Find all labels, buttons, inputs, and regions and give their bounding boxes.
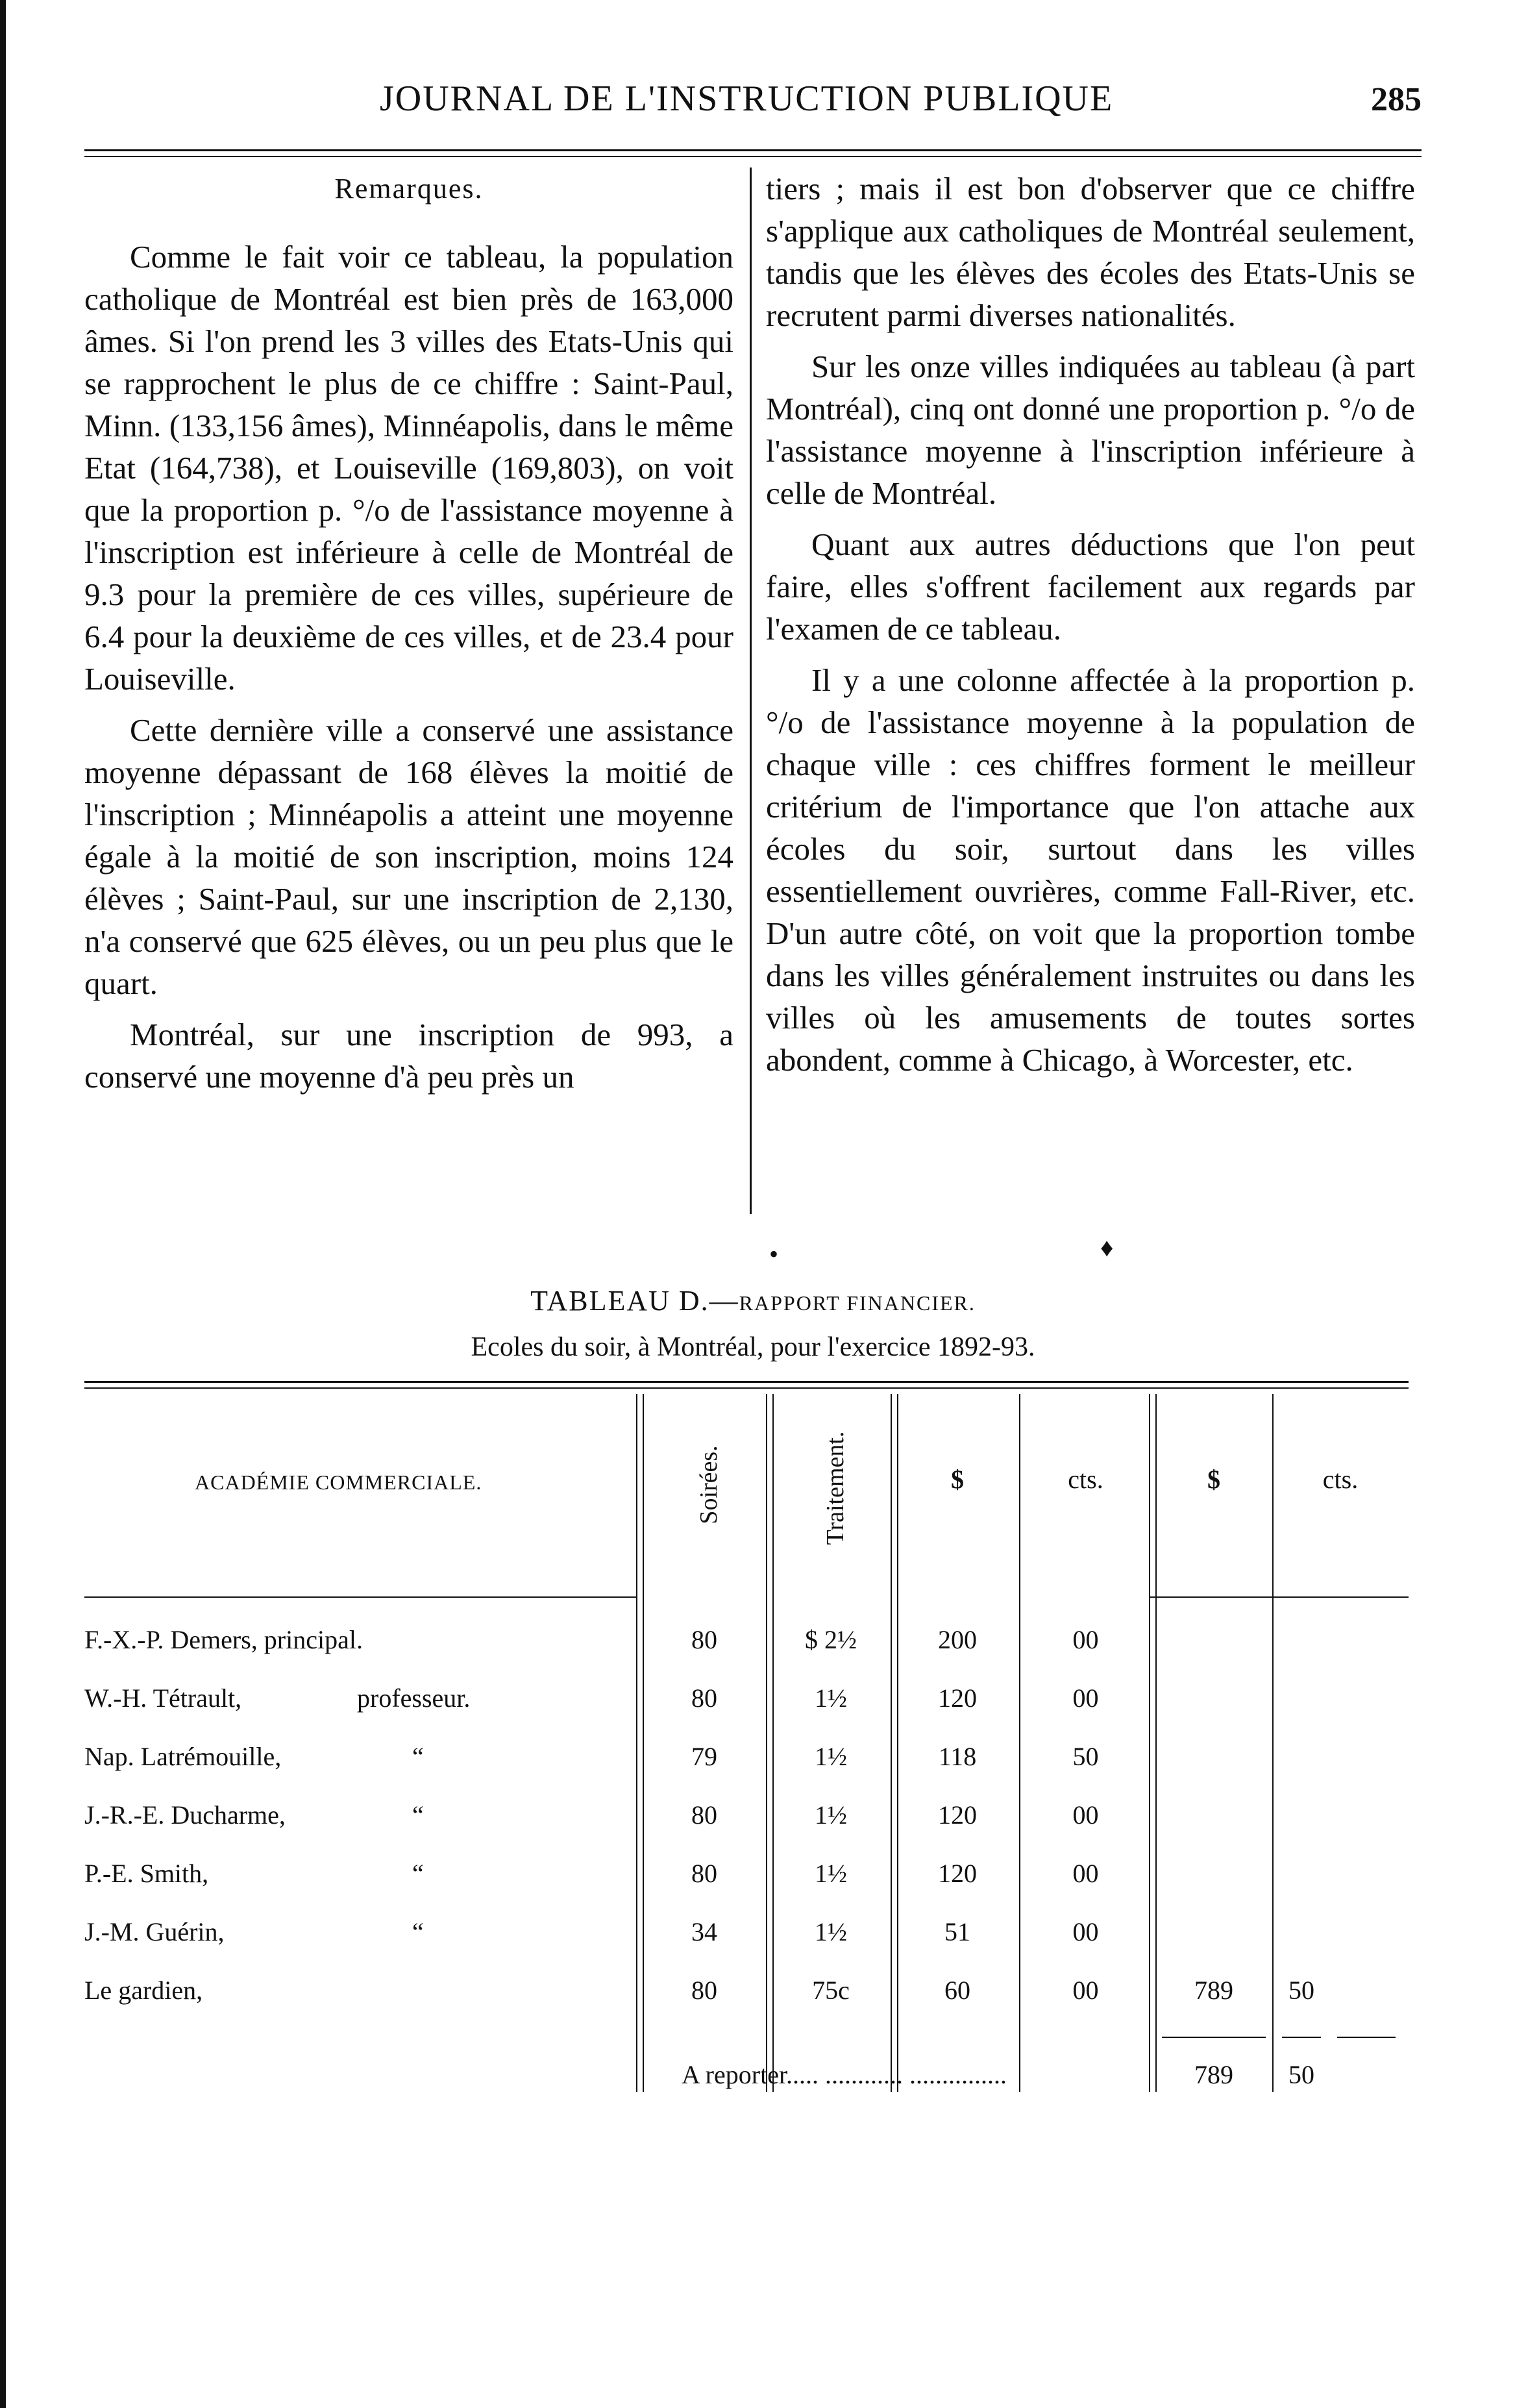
soirees-value: 80 [691,1976,717,2005]
table-title [84,1284,1422,1317]
teacher-name: Le gardien, [84,1976,203,2005]
carry-forward-cents: 50 [1288,2060,1314,2089]
dollars-value: 118 [938,1742,977,1771]
right-column [766,168,1415,1081]
ditto-mark: “ [412,1859,424,1888]
cents-value: 00 [1072,1917,1099,1946]
dollars-value: 51 [944,1917,970,1946]
traitement-value: 1½ [815,1683,847,1713]
paragraph: Comme le fait voir ce tableau, la population catholique de Montréal est bien près de 163,000 âmes. Si l'on prend les 3 villes des Etats-Unis qui se rapprochent le plus de ce chiffre : Saint-Paul, Minn. (133,156 âmes), Minnéapolis, dans le même Etat (164,738), et Louiseville (169,803), on voit que la proportion p. °/o de l'assistance moyenne à l'inscription est inférieure à celle de Montréal de 9.3 pour la première de ces villes, supérieure de 6.4 pour la deuxième de ces villes, et de 23.4 pour Louiseville. [84,239,733,697]
soirees-value: 80 [691,1683,717,1713]
teacher-name: J.-M. Guérin, [84,1917,225,1946]
dollars-value: 120 [938,1859,977,1888]
teacher-name: P.-E. Smith, [84,1859,209,1888]
paragraph: tiers ; mais il est bon d'observer que ce chiffre s'applique aux catholiques de Montréal seulement, tandis que les élèves des écoles des Etats-Unis se recrutent parmi diverses nationalités. [766,171,1415,333]
paragraph: Quant aux autres déductions que l'on peut faire, elles s'offrent facilement aux regards par l'examen de ce tableau. [766,527,1415,647]
header-traitement: Traitement. [822,1431,849,1545]
table-title-rest: RAPPORT FINANCIER. [739,1291,976,1315]
cents-value: 00 [1072,1859,1099,1888]
cents-value: 00 [1072,1976,1099,2005]
soirees-value: 80 [691,1800,717,1830]
page-number: 285 [1371,81,1422,118]
carry-forward-dollars: 789 [1194,2060,1233,2089]
ditto-mark: “ [412,1917,424,1946]
paragraph: Sur les onze villes indiquées au tableau (à part Montréal), cinq ont donné une proportion p. °/o de l'assistance moyenne à l'inscription inférieure à celle de Montréal. [766,349,1415,511]
left-column [84,168,733,1098]
teacher-name: W.-H. Tétrault, [84,1683,242,1713]
scan-edge [0,0,6,2408]
teacher-name: J.-R.-E. Ducharme, [84,1800,286,1830]
table-title-prefix: TABLEAU D.— [530,1285,739,1317]
teacher-role: professeur. [357,1683,471,1713]
running-header [84,71,1422,130]
paragraph: Cette dernière ville a conservé une assistance moyenne dépassant de 168 élèves la moitié de l'inscription ; Minnéapolis a atteint une moyenne égale à la moitié de son inscription, moins 124 élèves ; Saint-Paul, sur une inscription de 2,130, n'a conservé que 625 élèves, ou un peu plus que le quart. [84,712,733,1001]
ditto-mark: “ [412,1800,424,1830]
soirees-value: 79 [691,1742,717,1771]
subtotal-dollars: 789 [1194,1976,1233,2005]
header-soirees: Soirées. [695,1445,722,1524]
table-subtitle: Ecoles du soir, à Montréal, pour l'exercice 1892-93. [471,1332,1035,1362]
soirees-value: 80 [691,1859,717,1888]
traitement-value: 75c [812,1976,850,2005]
soirees-value: 34 [691,1917,717,1946]
section-heading [84,168,733,210]
subtotal-cents: 50 [1288,1976,1314,2005]
financial-table [84,1381,1422,2166]
cents-value: 00 [1072,1625,1099,1654]
table-top-rule [84,1381,1409,1389]
header-academy-text: ACADÉMIE COMMERCIALE. [195,1471,482,1494]
teacher-name: F.-X.-P. Demers, principal. [84,1625,363,1654]
traitement-value: 1½ [815,1859,847,1888]
cents-value: 00 [1072,1800,1099,1830]
mark: • [769,1239,779,1269]
header-academy [195,1465,482,1496]
dollars-value: 120 [938,1683,977,1713]
total-rule [1162,2037,1266,2038]
ditto-mark: “ [412,1742,424,1771]
traitement-value: 1½ [815,1917,847,1946]
mark: ♦ [1100,1233,1114,1262]
cents-value: 50 [1072,1742,1099,1771]
header-underline [1149,1596,1409,1598]
total-rule [1337,2037,1396,2038]
traitement-value: 1½ [815,1742,847,1771]
teacher-name: Nap. Latrémouille, [84,1742,282,1771]
column-separator [1272,1394,1274,2092]
page [84,71,1422,2166]
soirees-value: 80 [691,1625,717,1654]
column-divider [750,168,752,1214]
section-heading-text: Remarques. [334,173,484,205]
total-rule [1282,2037,1321,2038]
two-column-text [84,168,1422,1226]
traitement-value: 1½ [815,1800,847,1830]
traitement-value: $ 2½ [805,1625,857,1654]
paragraph: Montréal, sur une inscription de 993, a conservé une moyenne d'à peu près un [84,1017,733,1095]
header-dollars-total: $ [1207,1465,1220,1494]
dollars-value: 120 [938,1800,977,1830]
dollars-value: 60 [944,1976,970,2005]
dollars-value: 200 [938,1625,977,1654]
carry-forward-label: A reporter..... ............ ............... [682,2060,1007,2089]
cents-value: 00 [1072,1683,1099,1713]
header-cents-total: cts. [1322,1465,1359,1494]
header-cents: cts. [1068,1465,1103,1494]
header-rule [84,149,1422,157]
column-separator [1019,1394,1020,2092]
journal-title: JOURNAL DE L'INSTRUCTION PUBLIQUE [380,79,1114,119]
printer-marks [84,1226,1422,1278]
header-underline [84,1596,636,1598]
paragraph: Il y a une colonne affectée à la proportion p. °/o de l'assistance moyenne à la population de chaque ville : ces chiffres forment le meilleur critérium de l'importance que l'on attache aux écoles du soir, surtout dans les villes essentiellement ouvrières, comme Fall-River, etc. D'un autre côté, on voit que la proportion tombe dans les villes généralement instruites ou dans les villes où les amusements de toutes sortes abondent, comme à Chicago, à Worcester, etc. [766,662,1415,1078]
header-dollars: $ [951,1465,964,1494]
